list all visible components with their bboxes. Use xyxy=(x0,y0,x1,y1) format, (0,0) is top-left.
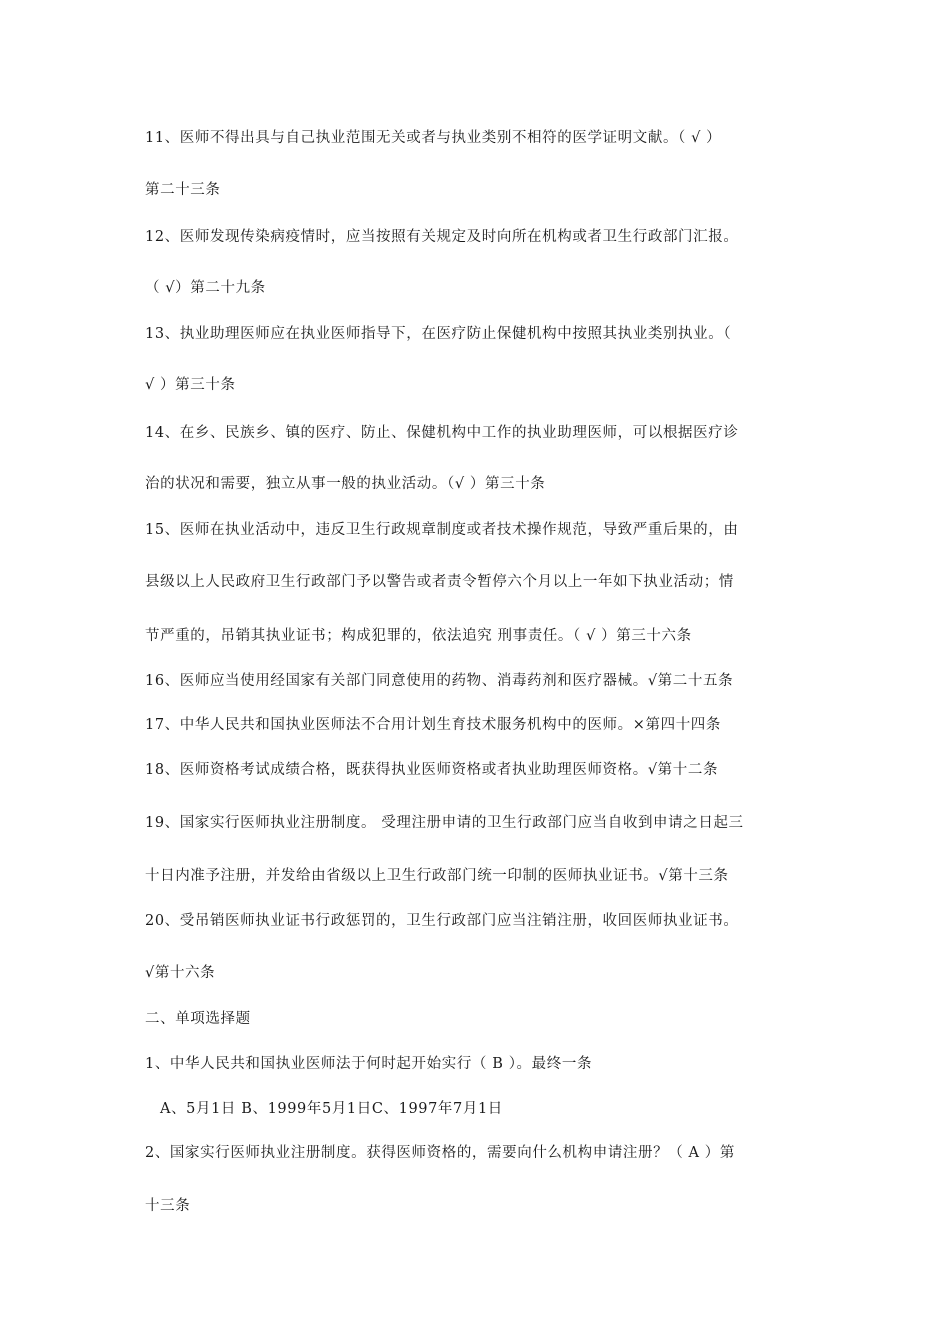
text-line-q17: 17、中华人民共和国执业医师法不合用计划生育技术服务机构中的医师。×第四十四条 xyxy=(145,717,721,733)
text-line-q15-a: 15、医师在执业活动中，违反卫生行政规章制度或者技术操作规范，导致严重后果的，由 xyxy=(145,522,739,538)
text-line-mc2-ref: 十三条 xyxy=(145,1198,191,1214)
text-line-q13: 13、执业助理医师应在执业医师指导下，在医疗防止保健机构中按照其执业类别执业。（ xyxy=(145,326,732,342)
text-line-q19-b: 十日内准予注册，并发给由省级以上卫生行政部门统一印制的医师执业证书。√第十三条 xyxy=(145,868,729,884)
text-line-q12-ref: （ √）第二十九条 xyxy=(145,280,266,296)
text-line-q20-ref: √第十六条 xyxy=(145,965,216,981)
text-line-q11: 11、医师不得出具与自己执业范围无关或者与执业类别不相符的医学证明文献。（ √ ） xyxy=(145,130,722,146)
text-line-q20: 20、受吊销医师执业证书行政惩罚的，卫生行政部门应当注销注册，收回医师执业证书。 xyxy=(145,913,739,929)
text-line-q18: 18、医师资格考试成绩合格，既获得执业医师资格或者执业助理医师资格。√第十二条 xyxy=(145,762,719,778)
text-line-q15-c: 节严重的，吊销其执业证书；构成犯罪的，依法追究 刑事责任。（ √ ）第三十六条 xyxy=(145,628,692,644)
text-line-q15-b: 县级以上人民政府卫生行政部门予以警告或者责令暂停六个月以上一年如下执业活动；情 xyxy=(145,574,734,590)
text-line-mc2: 2、国家实行医师执业注册制度。获得医师资格的，需要向什么机构申请注册？（ A ）第 xyxy=(145,1145,736,1161)
text-line-q12: 12、医师发现传染病疫情时，应当按照有关规定及时向所在机构或者卫生行政部门汇报。 xyxy=(145,229,739,245)
text-line-q13-ref: √ ）第三十条 xyxy=(145,377,236,393)
text-line-q11-ref: 第二十三条 xyxy=(145,182,221,198)
text-line-q16: 16、医师应当使用经国家有关部门同意使用的药物、消毒药剂和医疗器械。√第二十五条 xyxy=(145,673,734,689)
text-line-q14-a: 14、在乡、民族乡、镇的医疗、防止、保健机构中工作的执业助理医师，可以根据医疗诊 xyxy=(145,425,739,441)
text-line-q19-a: 19、国家实行医师执业注册制度。 受理注册申请的卫生行政部门应当自收到申请之日起三 xyxy=(145,815,744,831)
section-heading-single-choice: 二、单项选择题 xyxy=(145,1011,251,1027)
text-line-q14-b: 治的状况和需要，独立从事一般的执业活动。（√ ）第三十条 xyxy=(145,476,546,492)
text-line-mc1: 1、中华人民共和国执业医师法于何时起开始实行（ B ）。最终一条 xyxy=(145,1056,593,1072)
text-line-mc1-options: A、5月1日 B、1999年5月1日C、1997年7月1日 xyxy=(160,1101,503,1117)
